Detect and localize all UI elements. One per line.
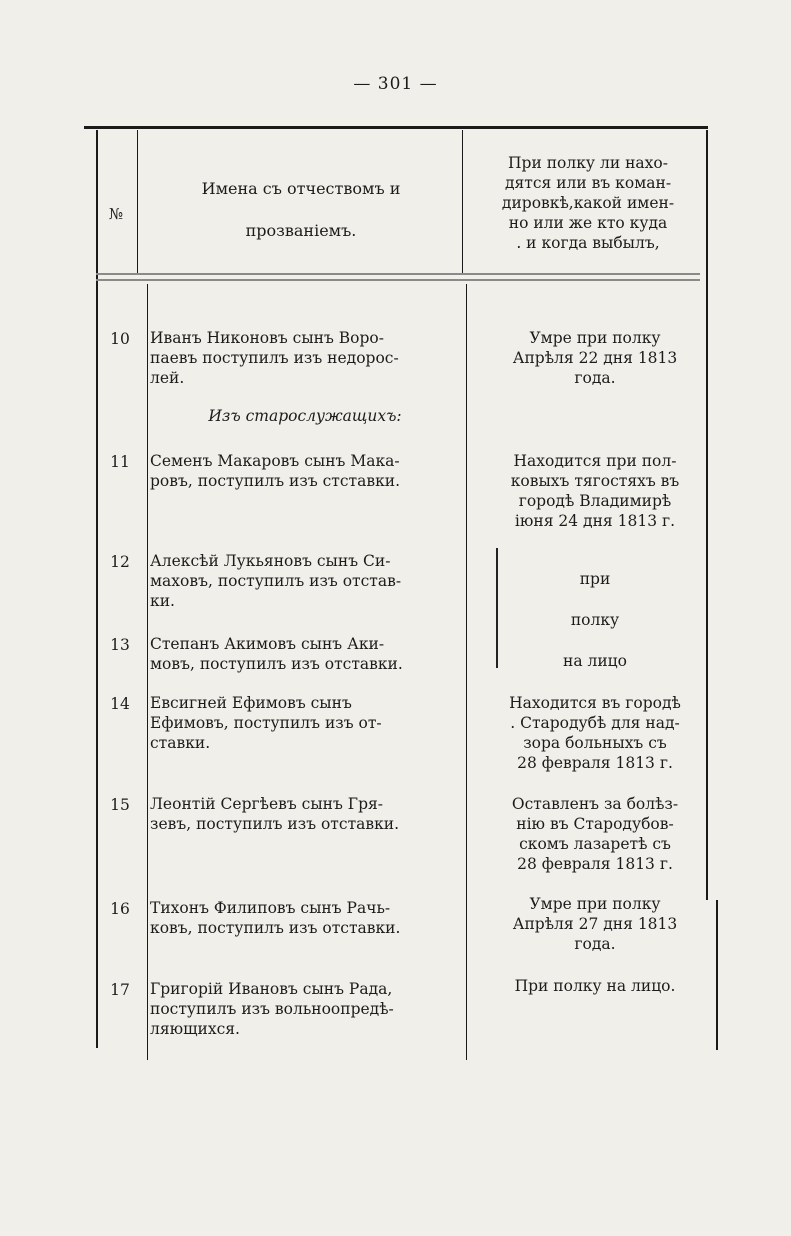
name-line: ляющихся.: [150, 1020, 240, 1038]
row-number: 12: [110, 553, 130, 571]
status-line: Находится при пол-: [513, 452, 677, 470]
name-line: ровъ, поступилъ изъ стставки.: [150, 472, 401, 490]
header-status: [468, 153, 708, 253]
name-line: Тихонъ Филиповъ сынъ Рачь-: [150, 899, 391, 917]
name-line: Евсигней Ефимовъ сынъ: [150, 694, 352, 712]
row-number: 14: [110, 695, 130, 713]
table-right-rule-lower: [716, 900, 718, 1050]
status-line: Оставленъ за болѣз-: [511, 795, 679, 813]
status-cell: [480, 794, 710, 874]
name-cell: [150, 898, 460, 938]
name-cell: [150, 979, 460, 1039]
subheading: Изъ старослужащихъ:: [208, 407, 402, 425]
name-cell: [150, 451, 460, 491]
page-number: — 301 —: [353, 74, 438, 94]
name-cell: [150, 551, 460, 611]
name-cell: [150, 693, 460, 753]
status-line: 28 февраля 1813 г.: [517, 855, 673, 873]
status-cell: [480, 894, 710, 954]
name-line: Алексѣй Лукьяновъ сынъ Си-: [150, 552, 391, 570]
table-top-rule: [84, 126, 708, 129]
header-status-line: дятся или въ коман-: [504, 174, 672, 192]
name-line: паевъ поступилъ изъ недорос-: [150, 349, 399, 367]
header-status-line: дировкѣ,какой имен-: [501, 194, 675, 212]
status-line: При полку на лицо.: [514, 977, 676, 995]
name-line: лей.: [150, 369, 185, 387]
status-line: скомъ лазаретѣ съ: [519, 835, 671, 853]
name-line: Иванъ Никоновъ сынъ Воро-: [150, 329, 384, 347]
group-brace: [496, 548, 498, 668]
name-cell: [150, 634, 460, 674]
status-line: Находится въ городѣ: [509, 694, 681, 712]
row-number: 11: [110, 453, 130, 471]
name-line: зевъ, поступилъ изъ отставки.: [150, 815, 400, 833]
status-line: . Стародубѣ для над-: [510, 714, 680, 732]
status-line: Умре при полку: [529, 329, 661, 347]
status-cell: [480, 693, 710, 773]
header-divider-2: [96, 279, 700, 281]
name-line: поступилъ изъ вольноопредѣ-: [150, 1000, 394, 1018]
name-line: ки.: [150, 592, 175, 610]
status-cell: [480, 451, 710, 531]
header-status-line: . и когда выбылъ,: [516, 234, 660, 252]
name-cell: [150, 794, 460, 834]
name-line: Степанъ Акимовъ сынъ Аки-: [150, 635, 385, 653]
status-line: городѣ Владимирѣ: [518, 492, 672, 510]
status-line: Апрѣля 22 дня 1813: [512, 349, 678, 367]
status-line: нію въ Стародубов-: [516, 815, 674, 833]
status-line: года.: [574, 369, 616, 387]
name-line: Леонтій Сергѣевъ сынъ Гря-: [150, 795, 384, 813]
name-line: Семенъ Макаровъ сынъ Мака-: [150, 452, 400, 470]
status-line: Умре при полку: [529, 895, 661, 913]
header-divider-1: [96, 273, 700, 275]
status-cell: [480, 328, 710, 388]
header-name-line1: Имена съ отчествомъ и: [201, 179, 401, 198]
name-line: маховъ, поступилъ изъ отстав-: [150, 572, 402, 590]
name-cell: [150, 328, 460, 388]
row-number: 17: [110, 981, 130, 999]
status-line: іюня 24 дня 1813 г.: [514, 512, 676, 530]
status-cell: [480, 976, 710, 996]
name-line: ставки.: [150, 734, 211, 752]
header-number: №: [108, 205, 124, 223]
status-line: года.: [574, 935, 616, 953]
grouped-status-line: на лицо: [563, 652, 627, 670]
column-rule-1: [137, 130, 138, 273]
column-rule-1b: [147, 284, 148, 1060]
status-line: ковыхъ тягостяхъ въ: [510, 472, 680, 490]
name-line: Ефимовъ, поступилъ изъ от-: [150, 714, 382, 732]
row-number: 16: [110, 900, 130, 918]
status-line: зора больныхъ съ: [523, 734, 667, 752]
status-line: Апрѣля 27 дня 1813: [512, 915, 678, 933]
header-status-line: При полку ли нахо-: [508, 154, 668, 172]
column-rule-2b: [466, 284, 467, 1060]
grouped-status-line: полку: [570, 611, 620, 629]
row-number: 10: [110, 330, 130, 348]
row-number: 15: [110, 796, 130, 814]
row-number: 13: [110, 636, 130, 654]
grouped-status-line: при: [579, 570, 611, 588]
header-name-line2: прозваніемъ.: [245, 221, 357, 240]
status-line: 28 февраля 1813 г.: [517, 754, 673, 772]
name-line: Григорій Ивановъ сынъ Рада,: [150, 980, 393, 998]
name-line: мовъ, поступилъ изъ отставки.: [150, 655, 403, 673]
column-rule-2: [462, 130, 463, 273]
header-status-line: но или же кто куда: [508, 214, 668, 232]
name-line: ковъ, поступилъ изъ отставки.: [150, 919, 401, 937]
